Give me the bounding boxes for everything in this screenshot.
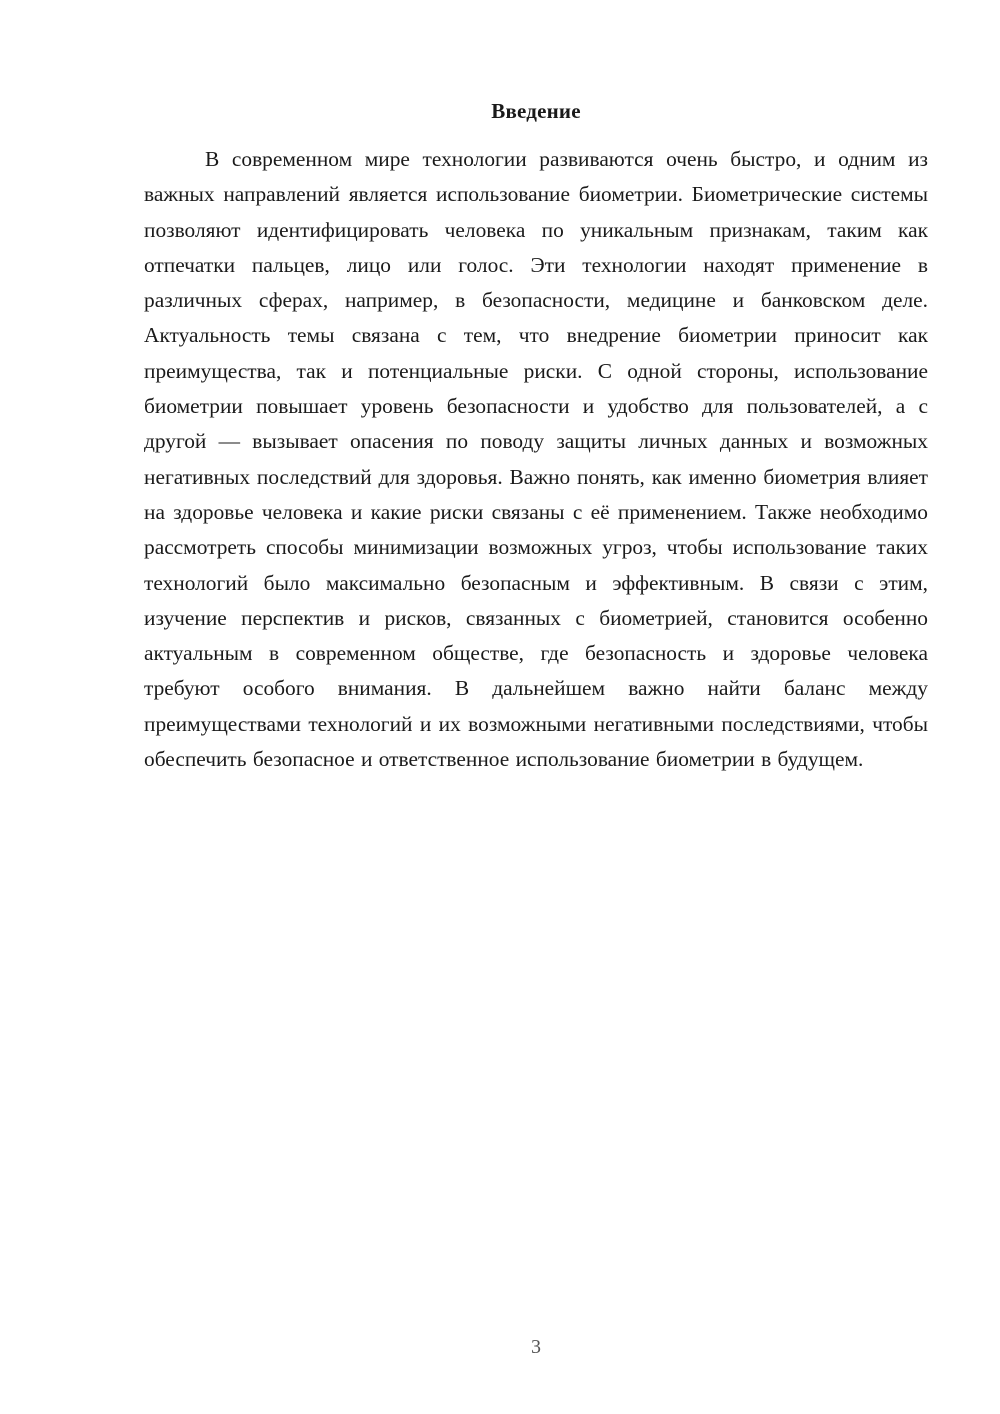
page-number: 3: [531, 1336, 541, 1358]
section-heading: Введение: [491, 99, 581, 123]
body-paragraph: В современном мире технологии развиваются очень быстро, и одним из важных направлений является использование биометрии. Биометрические системы позволяют идентифицировать человека по уникальным признакам, таким как отпечатки пальцев, лицо или голос. Эти технологии находят применение в различных сферах, например, в безопасности, медицине и банковском деле. Актуальность темы связана с тем, что внедрение биометрии приносит как преимущества, так и потенциальные риски. С одной стороны, использование биометрии повышает уровень безопасности и удобство для пользователей, а с другой — вызывает опасения по поводу защиты личных данных и возможных негативных последствий для здоровья. Важно понять, как именно биометрия влияет на здоровье человека и какие риски связаны с её применением. Также необходимо рассмотреть способы минимизации возможных угроз, чтобы использование таких технологий было максимально безопасным и эффективным. В связи с этим, изучение перспектив и рисков, связанных с биометрией, становится особенно актуальным в современном обществе, где безопасность и здоровье человека требуют особого внимания. В дальнейшем важно найти баланс между преимуществами технологий и их возможными негативными последствиями, чтобы обеспечить безопасное и ответственное использование биометрии в будущем.: [144, 147, 928, 772]
